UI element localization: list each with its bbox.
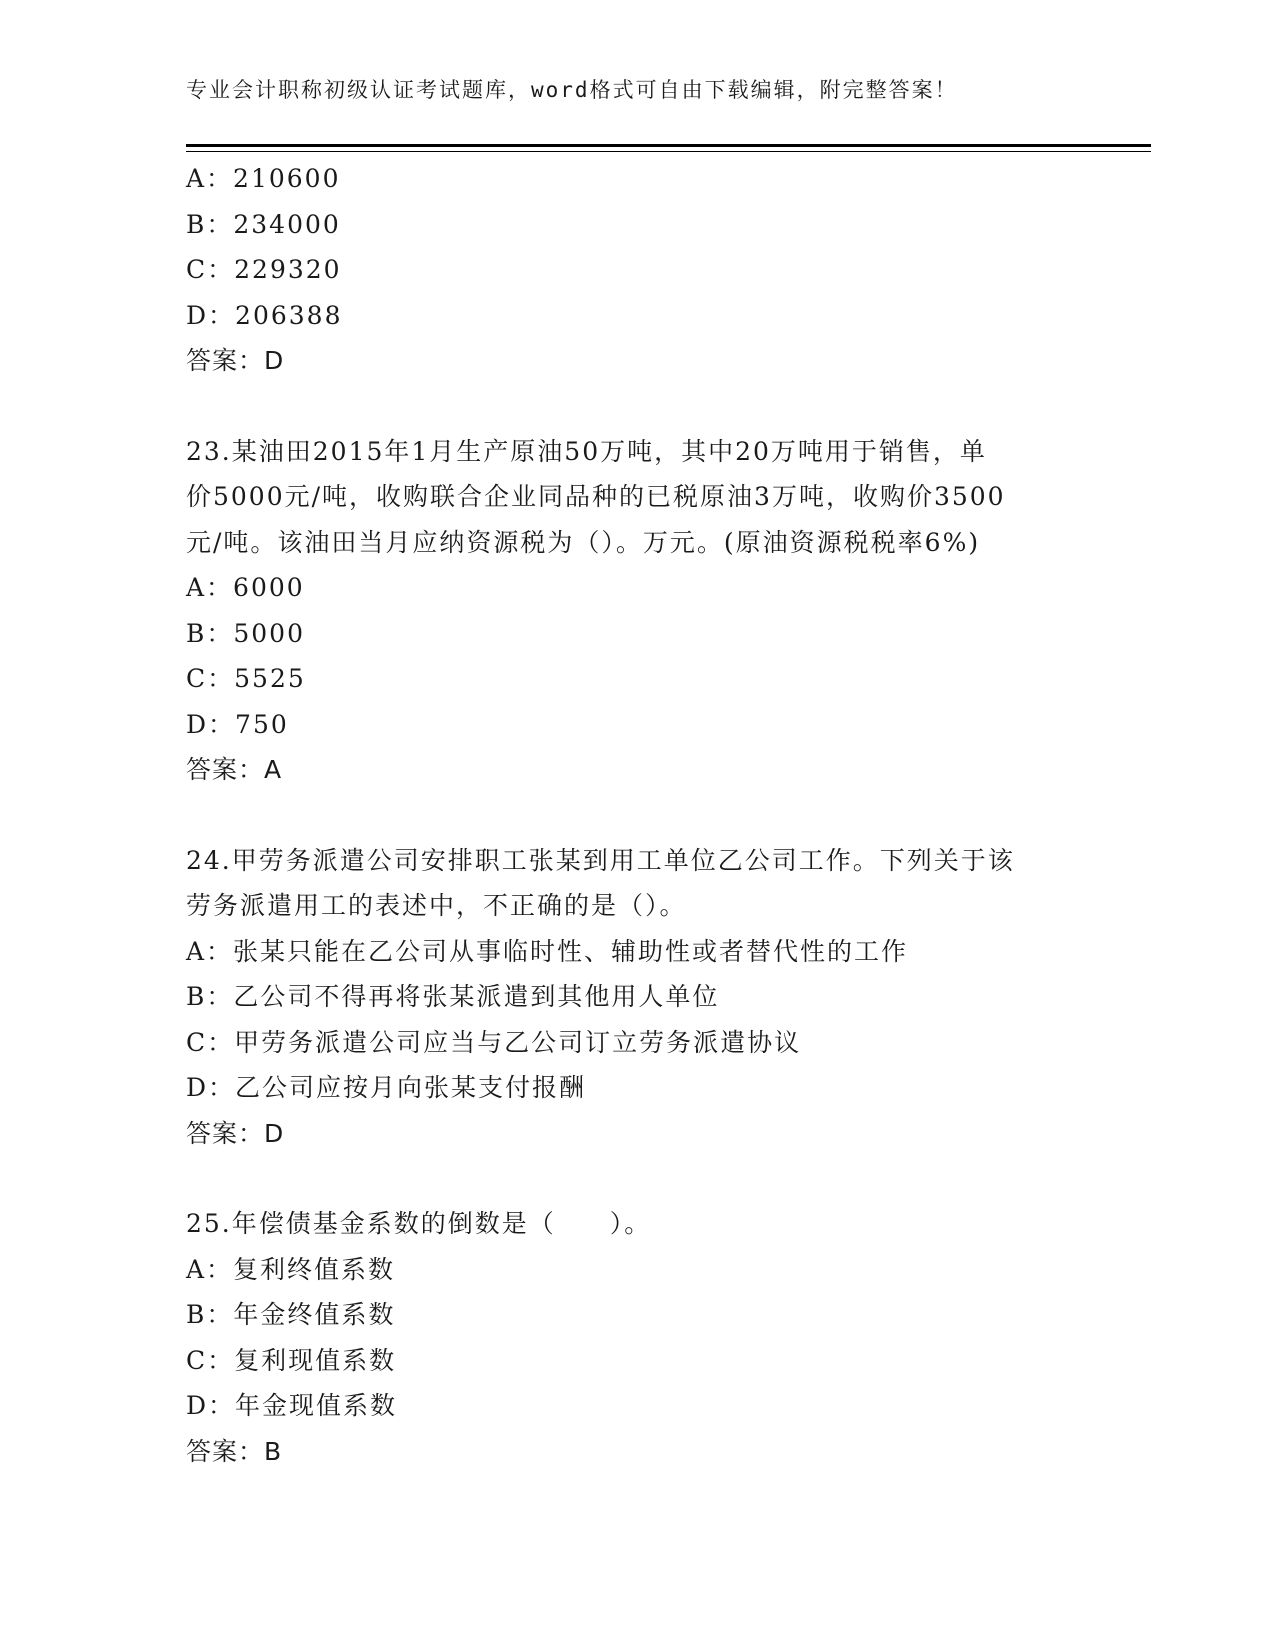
question-stem-line: 价5000元/吨，收购联合企业同品种的已税原油3万吨，收购价3500 [186,482,1006,511]
header-rule-thin [186,151,1151,152]
option-a: A：210600 [186,164,341,193]
option-b: B：5000 [186,618,305,648]
answer: 答案：D [186,1118,285,1148]
question-stem-line: 25.年偿债基金系数的倒数是（ ）。 [186,1209,652,1238]
answer: 答案：D [186,346,285,375]
option-c: C：5525 [186,664,306,693]
option-d: D：750 [186,709,289,739]
option-a: A：张某只能在乙公司从事临时性、辅助性或者替代性的工作 [186,936,909,966]
question-stem-line: 劳务派遣用工的表述中，不正确的是（）。 [186,891,687,920]
question-23 [186,429,1086,793]
header-rule-thick [186,144,1151,147]
page-header: 专业会计职称初级认证考试题库，word格式可自由下载编辑，附完整答案！ [186,78,958,102]
question-stem-line: 23.某油田2015年1月生产原油50万吨，其中20万吨用于销售，单 [186,436,987,466]
option-c: C：甲劳务派遣公司应当与乙公司订立劳务派遣协议 [186,1027,802,1057]
option-b: B：年金终值系数 [186,1300,396,1329]
answer: 答案：B [186,1436,283,1466]
question-22 [186,156,1086,384]
option-d: D：乙公司应按月向张某支付报酬 [186,1073,587,1102]
option-a: A：6000 [186,573,305,602]
option-d: D：206388 [186,300,343,330]
question-24 [186,838,1086,1157]
question-stem-line: 元/吨。该油田当月应纳资源税为（）。万元。(原油资源税税率6%) [186,527,981,557]
option-a: A：复利终值系数 [186,1254,396,1284]
option-d: D：年金现值系数 [186,1391,398,1420]
question-stem-line: 24.甲劳务派遣公司安排职工张某到用工单位乙公司工作。下列关于该 [186,845,1015,875]
option-b: B：234000 [186,209,341,239]
option-c: C：复利现值系数 [186,1345,397,1375]
question-25 [186,1201,1086,1474]
option-b: B：乙公司不得再将张某派遣到其他用人单位 [186,982,720,1011]
answer: 答案：A [186,755,283,784]
option-c: C：229320 [186,255,342,284]
question-list [186,156,1086,1519]
